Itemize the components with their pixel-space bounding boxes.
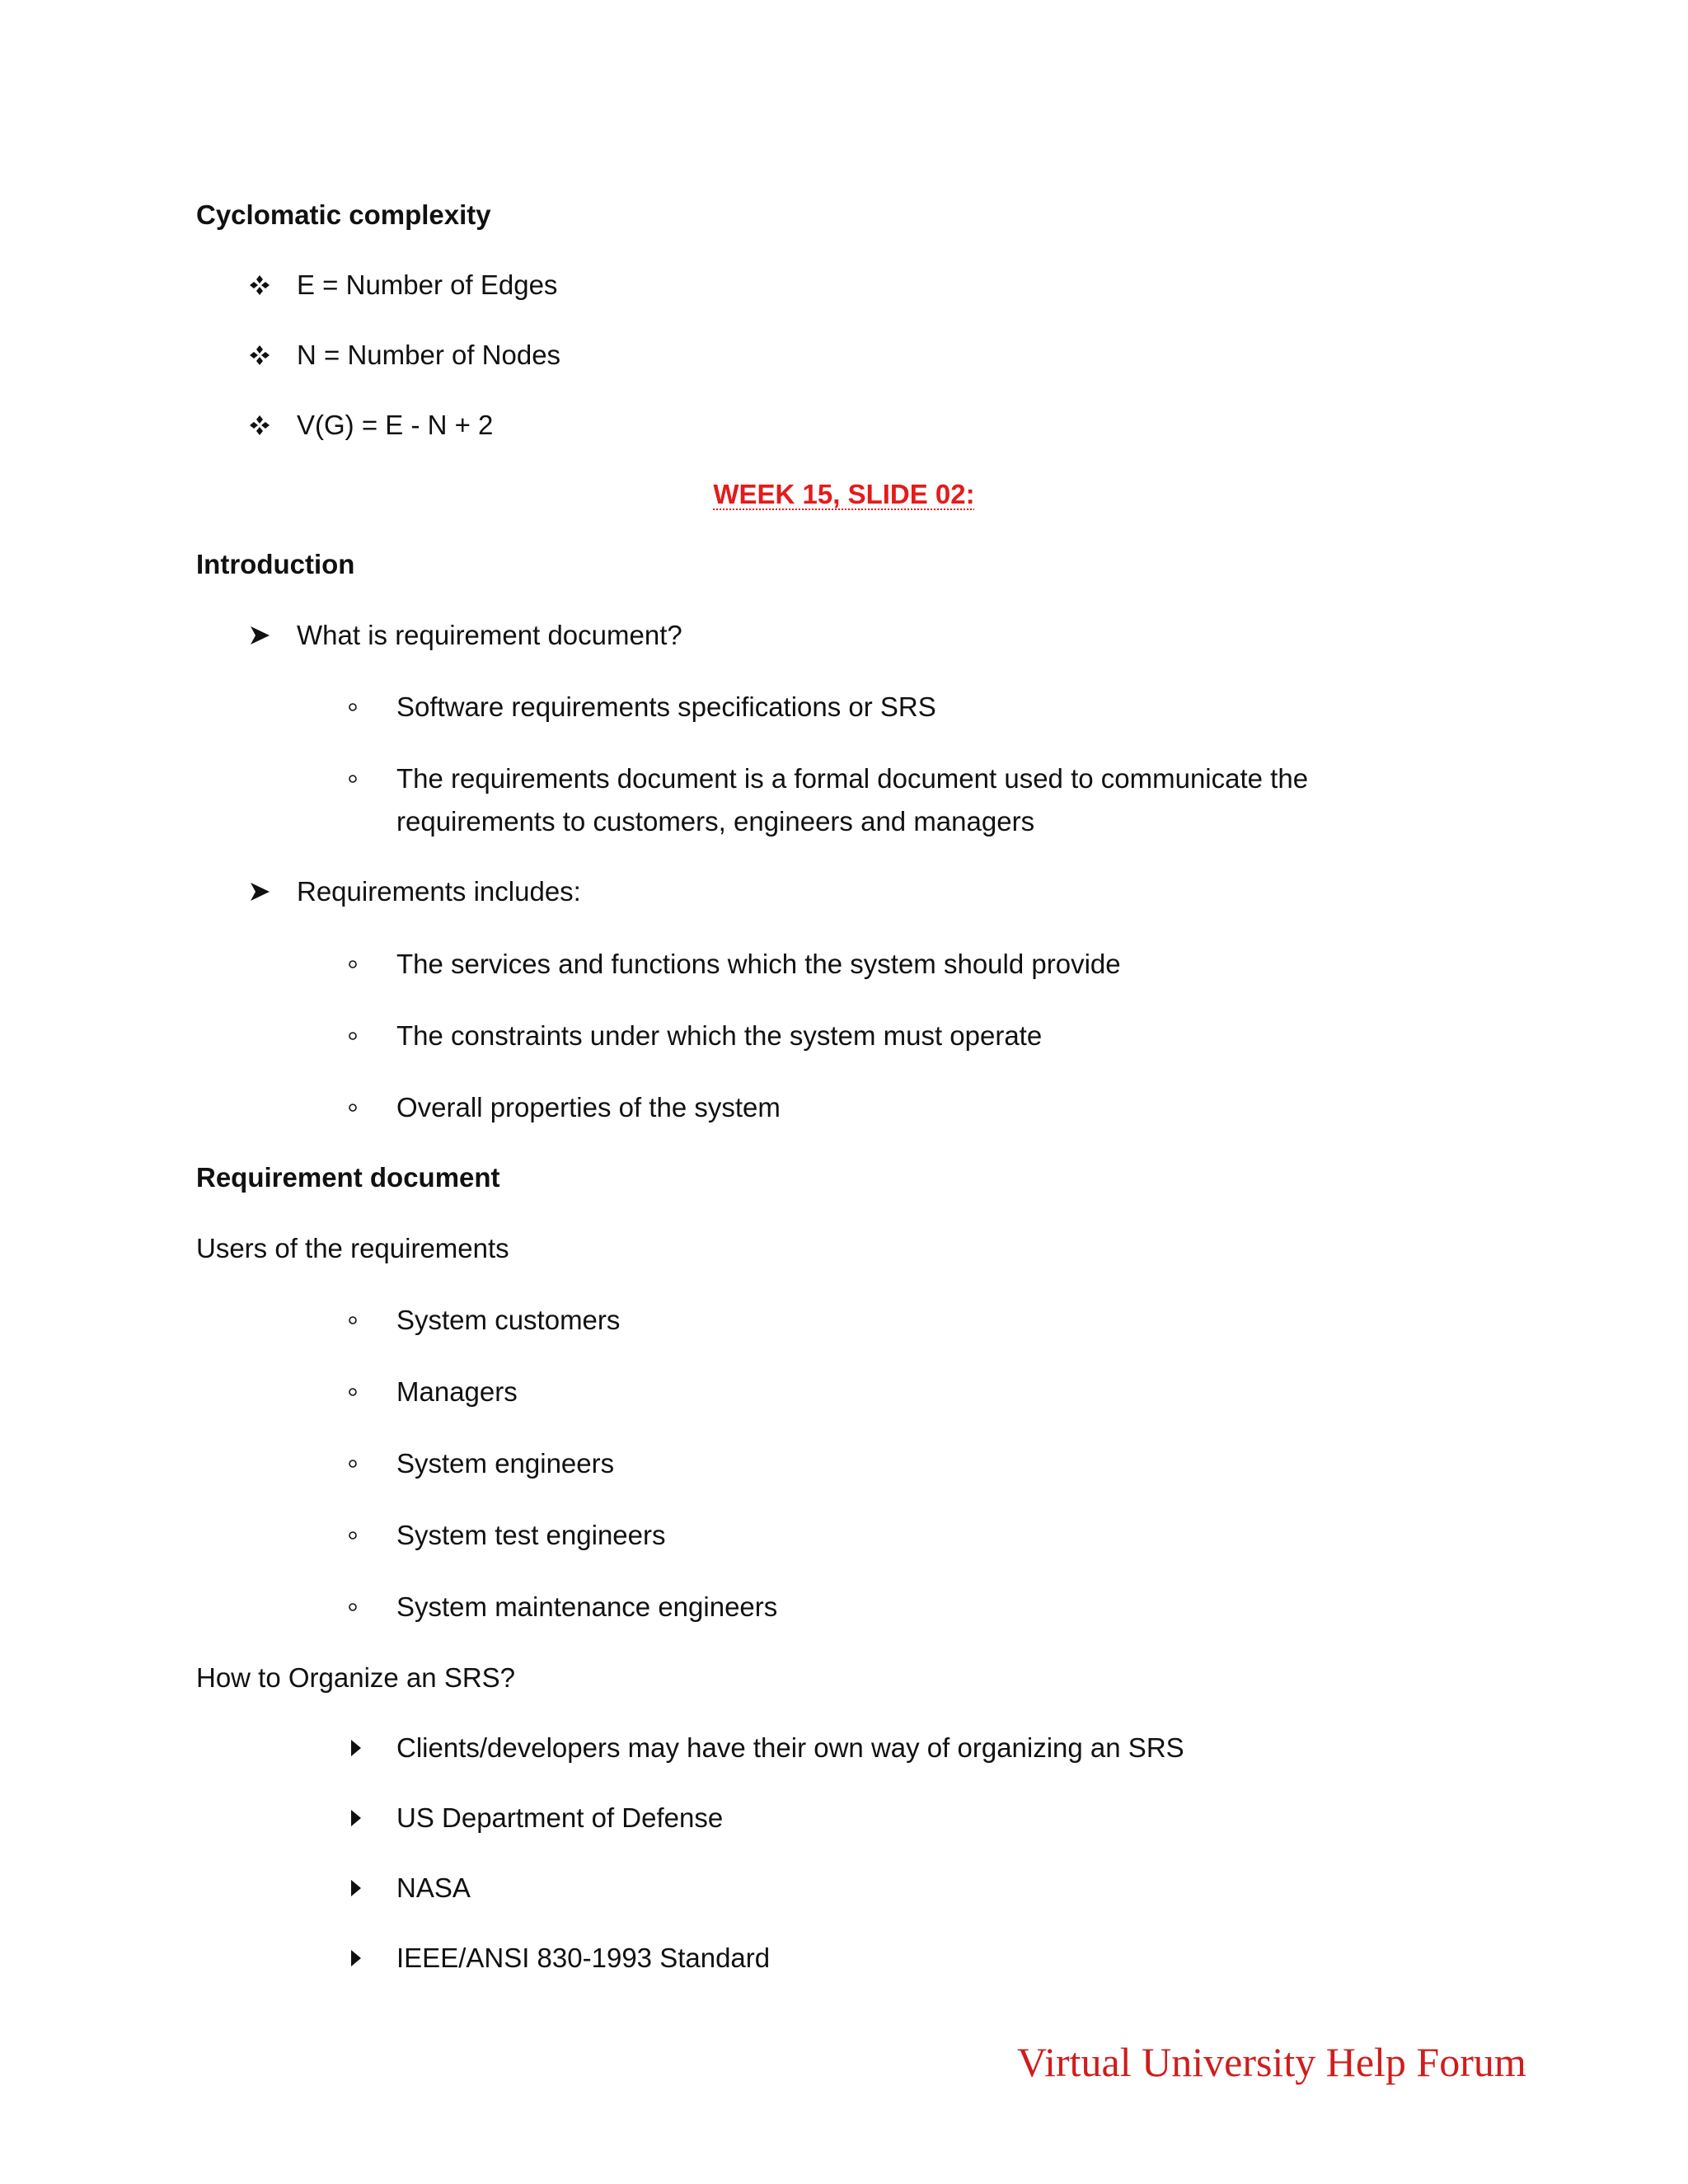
circle-bullet-icon	[336, 1376, 369, 1408]
intro-question: What is requirement document?	[297, 620, 682, 650]
intro-sub-item: Overall properties of the system	[396, 1092, 781, 1122]
circle-bullet-icon	[336, 691, 369, 724]
circle-bullet-icon	[336, 762, 369, 795]
organize-label: How to Organize an SRS?	[196, 1662, 516, 1693]
cyclomatic-item: V(G) = E - N + 2	[297, 410, 494, 440]
triangle-bullet-icon	[340, 1732, 373, 1765]
user-item: System test engineers	[396, 1520, 666, 1550]
organize-item: IEEE/ANSI 830-1993 Standard	[396, 1943, 771, 1973]
requirement-document-heading: Requirement document	[196, 1162, 500, 1193]
user-item: Managers	[396, 1376, 518, 1407]
introduction-heading: Introduction	[196, 549, 355, 579]
triangle-bullet-icon	[340, 1802, 373, 1835]
cyclomatic-item: E = Number of Edges	[297, 269, 558, 300]
intro-question: Requirements includes:	[297, 876, 581, 907]
circle-bullet-icon	[336, 1091, 369, 1124]
circle-bullet-icon	[336, 1304, 369, 1337]
slide-reference	[0, 478, 1688, 511]
arrow-bullet-icon	[243, 619, 276, 652]
circle-bullet-icon	[336, 1019, 369, 1052]
diamond-bullet-icon	[243, 269, 276, 302]
triangle-bullet-icon	[340, 1942, 373, 1975]
user-item: System engineers	[396, 1448, 615, 1479]
intro-sub-item: The services and functions which the system should provide	[396, 949, 1121, 979]
organize-item: NASA	[396, 1872, 471, 1903]
diamond-bullet-icon	[243, 409, 276, 442]
intro-sub-item-continuation: requirements to customers, engineers and managers	[396, 806, 1035, 837]
intro-sub-item: Software requirements specifications or SRS	[396, 691, 936, 722]
cyclomatic-heading: Cyclomatic complexity	[196, 199, 491, 230]
circle-bullet-icon	[336, 1447, 369, 1480]
circle-bullet-icon	[336, 1591, 369, 1624]
circle-bullet-icon	[336, 1519, 369, 1552]
arrow-bullet-icon	[243, 875, 276, 908]
circle-bullet-icon	[336, 948, 369, 981]
watermark-text: Virtual University Help Forum	[1017, 2039, 1526, 2085]
intro-sub-item: The constraints under which the system must operate	[396, 1020, 1043, 1051]
cyclomatic-item: N = Number of Nodes	[297, 340, 561, 370]
organize-item: US Department of Defense	[396, 1802, 724, 1833]
intro-sub-item: The requirements document is a formal document used to communicate the	[396, 763, 1309, 794]
users-label: Users of the requirements	[196, 1233, 509, 1263]
triangle-bullet-icon	[340, 1872, 373, 1905]
diamond-bullet-icon	[243, 339, 276, 372]
organize-item: Clients/developers may have their own way of organizing an SRS	[396, 1732, 1184, 1763]
user-item: System maintenance engineers	[396, 1591, 778, 1622]
slide-reference-text: WEEK 15, SLIDE 02:	[713, 479, 975, 509]
user-item: System customers	[396, 1305, 621, 1335]
